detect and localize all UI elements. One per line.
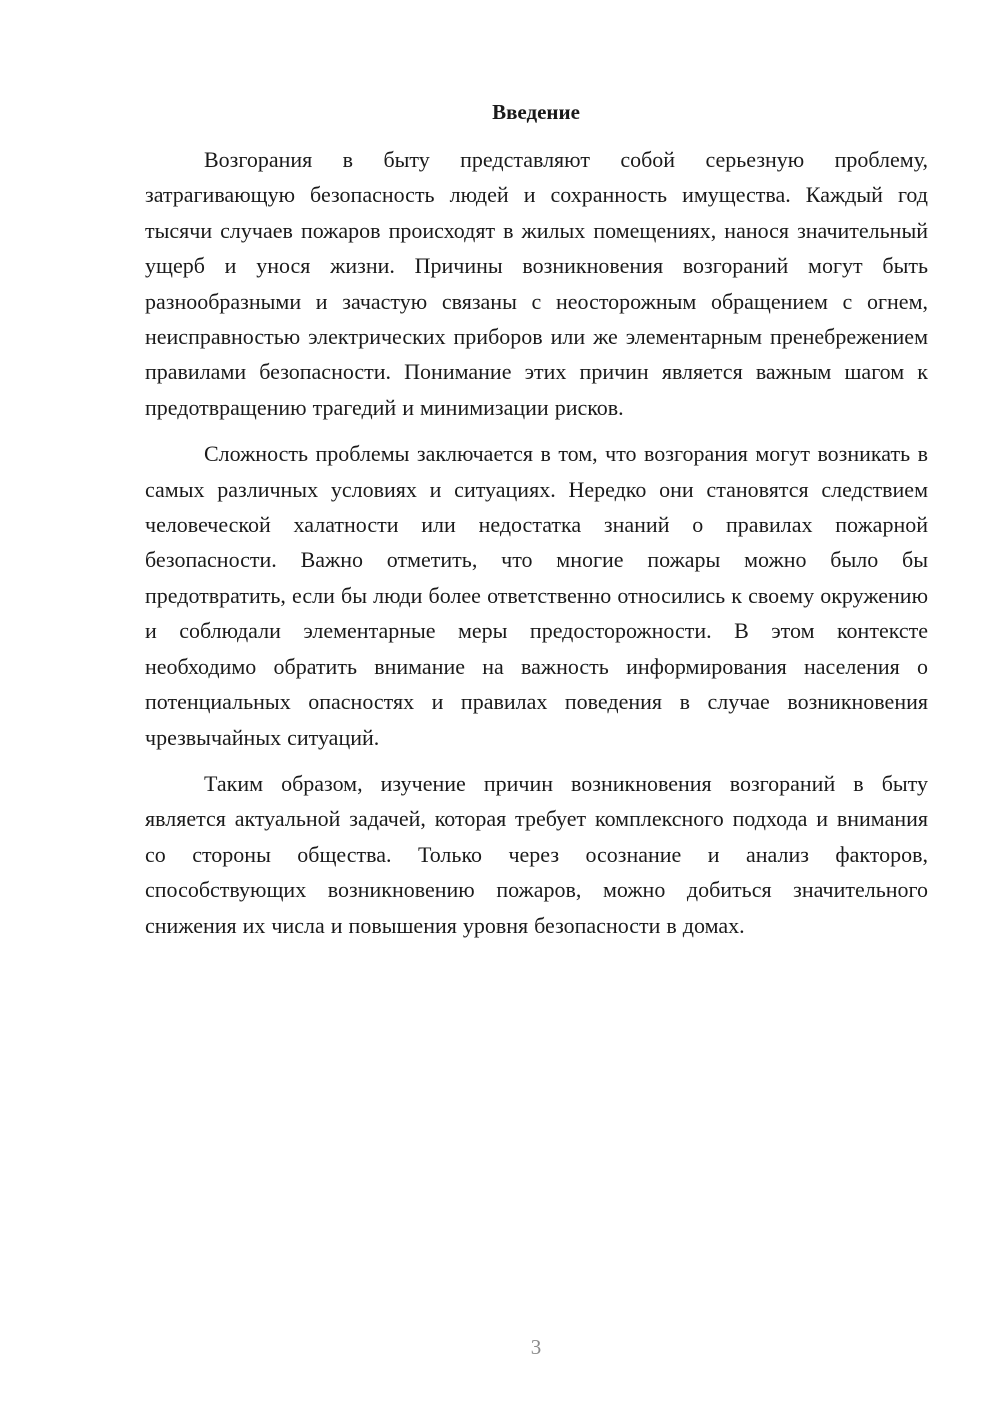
- paragraph-3: Таким образом, изучение причин возникновения возгораний в быту является актуальной задачей, которая требует комплексного подхода и внимания со стороны общества. Только через осознание и анализ факторов, способствующих возникновению пожаров, можно добиться значительного снижения их числа и повышения уровня безопасности в домах.: [145, 770, 928, 938]
- section-title: Введение: [492, 100, 580, 124]
- body-text: [145, 142, 928, 954]
- paragraph-1: Возгорания в быту представляют собой серьезную проблему, затрагивающую безопасность людей и сохранность имущества. Каждый год тысячи случаев пожаров происходят в жилых помещениях, нанося значительный ущерб и унося жизни. Причины возникновения возгораний могут быть разнообразными и зачастую связаны с неосторожным обращением с огнем, неисправностью электрических приборов или же элементарным пренебрежением правилами безопасности. Понимание этих причин является важным шагом к предотвращению трагедий и минимизации рисков.: [145, 147, 928, 420]
- page-number: 3: [530, 1335, 542, 1359]
- paragraph-2: Сложность проблемы заключается в том, что возгорания могут возникать в самых различных условиях и ситуациях. Нередко они становятся следствием человеческой халатности или недостатка знаний о правилах пожарной безопасности. Важно отметить, что многие пожары можно было бы предотвратить, если бы люди более ответственно относились к своему окружению и соблюдали элементарные меры предосторожности. В этом контексте необходимо обратить внимание на важность информирования населения о потенциальных опасностях и правилах поведения в случае возникновения чрезвычайных ситуаций.: [145, 441, 928, 750]
